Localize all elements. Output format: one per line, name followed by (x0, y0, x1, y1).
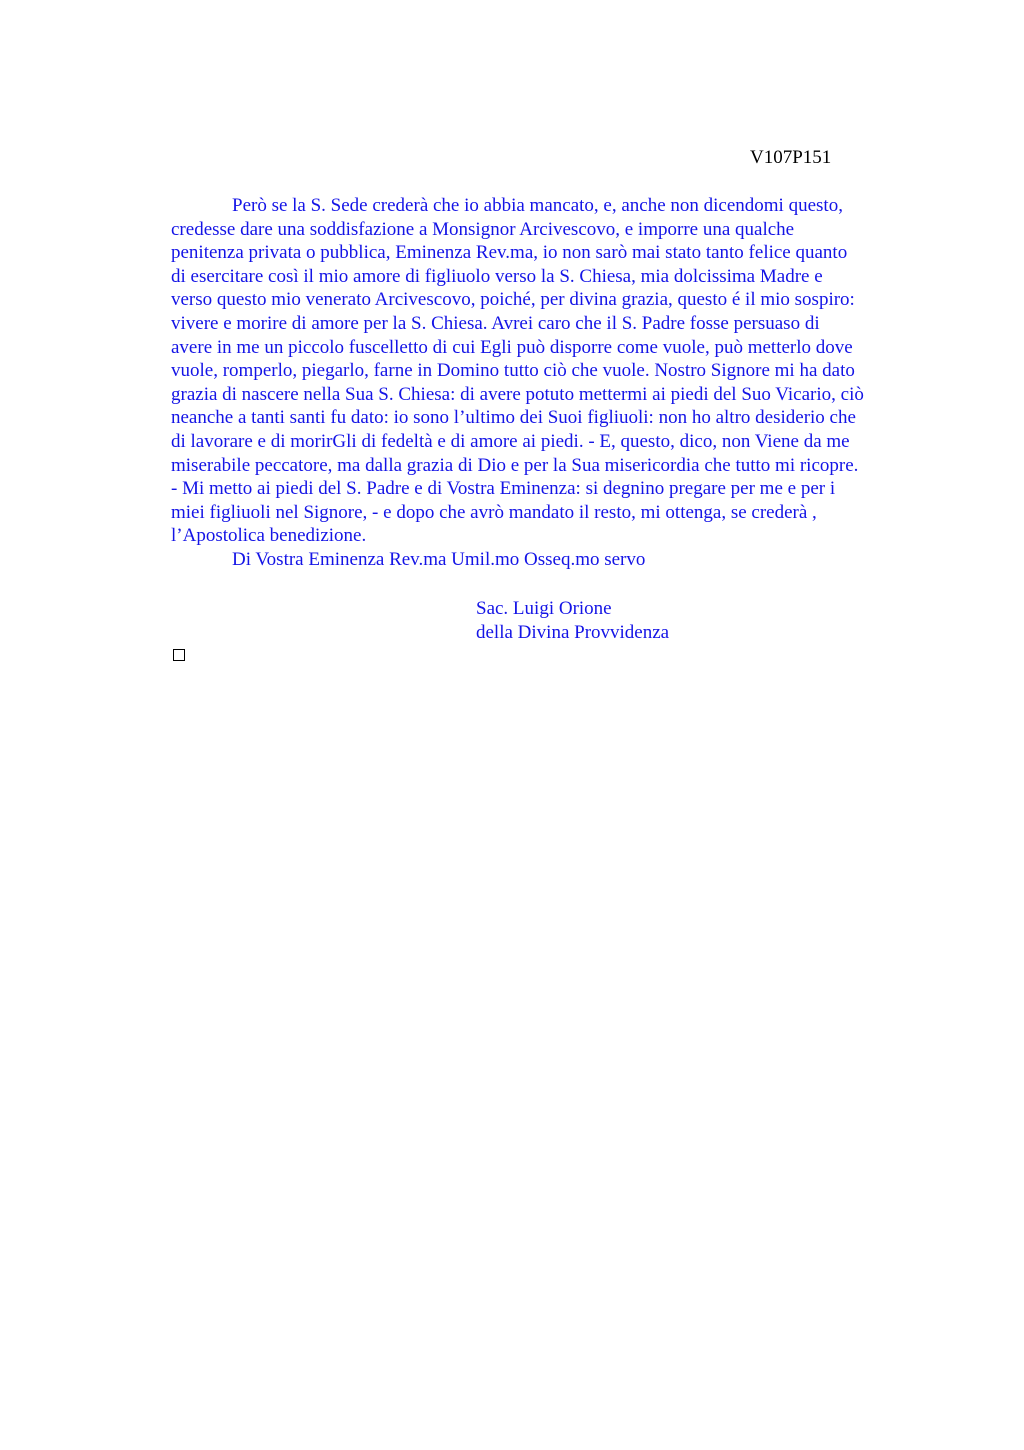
letter-body (171, 194, 931, 572)
signature-name: Sac. Luigi Orione (476, 598, 612, 619)
letter-line: credesse dare una soddisfazione a Monsignor Arcivescovo, e imporre una qualche (171, 218, 795, 240)
letter-line: miei figliuoli nel Signore, - e dopo che avrò mandato il resto, mi ottenga, se crederà , (171, 501, 817, 523)
signature-block (476, 597, 669, 645)
letter-line: verso questo mio venerato Arcivescovo, poiché, per divina grazia, questo é il mio sospiro: (171, 289, 855, 311)
letter-line: Però se la S. Sede crederà che io abbia mancato, e, anche non dicendomi questo, (232, 195, 843, 216)
letter-line: penitenza privata o pubblica, Eminenza Rev.ma, io non sarò mai stato tanto felice quanto (171, 242, 848, 264)
letter-line: vuole, romperlo, piegarlo, farne in Domino tutto ciò che vuole. Nostro Signore mi ha dato (171, 360, 855, 382)
closing-line: Di Vostra Eminenza Rev.ma Umil.mo Osseq.mo servo (232, 548, 646, 570)
letter-line: di lavorare e di morirGli di fedeltà e di amore ai piedi. - E, questo, dico, non Viene da me (171, 430, 850, 452)
letter-line: avere in me un piccolo fuscelletto di cui Egli può disporre come vuole, può metterlo dove (171, 336, 853, 358)
letter-line: neanche a tanti santi fu dato: io sono l’ultimo dei Suoi figliuoli: non ho altro desiderio che (171, 407, 856, 429)
letter-line: - Mi metto ai piedi del S. Padre e di Vostra Eminenza: si degnino pregare per me e per i (171, 478, 836, 500)
letter-line: miserabile peccatore, ma dalla grazia di Dio e per la Sua misericordia che tutto mi ricopre. (171, 454, 859, 476)
checkbox-square-icon (173, 649, 185, 661)
page-code: V107P151 (750, 147, 832, 168)
letter-line: vivere e morire di amore per la S. Chiesa. Avrei caro che il S. Padre fosse persuaso di (171, 312, 820, 334)
letter-line: grazia di nascere nella Sua S. Chiesa: di avere potuto mettermi ai piedi del Suo Vicario, ciò (171, 383, 864, 405)
letter-line: di esercitare così il mio amore di figliuolo verso la S. Chiesa, mia dolcissima Madre e (171, 265, 823, 287)
signature-title: della Divina Provvidenza (476, 622, 670, 643)
letter-line: l’Apostolica benedizione. (171, 525, 367, 547)
